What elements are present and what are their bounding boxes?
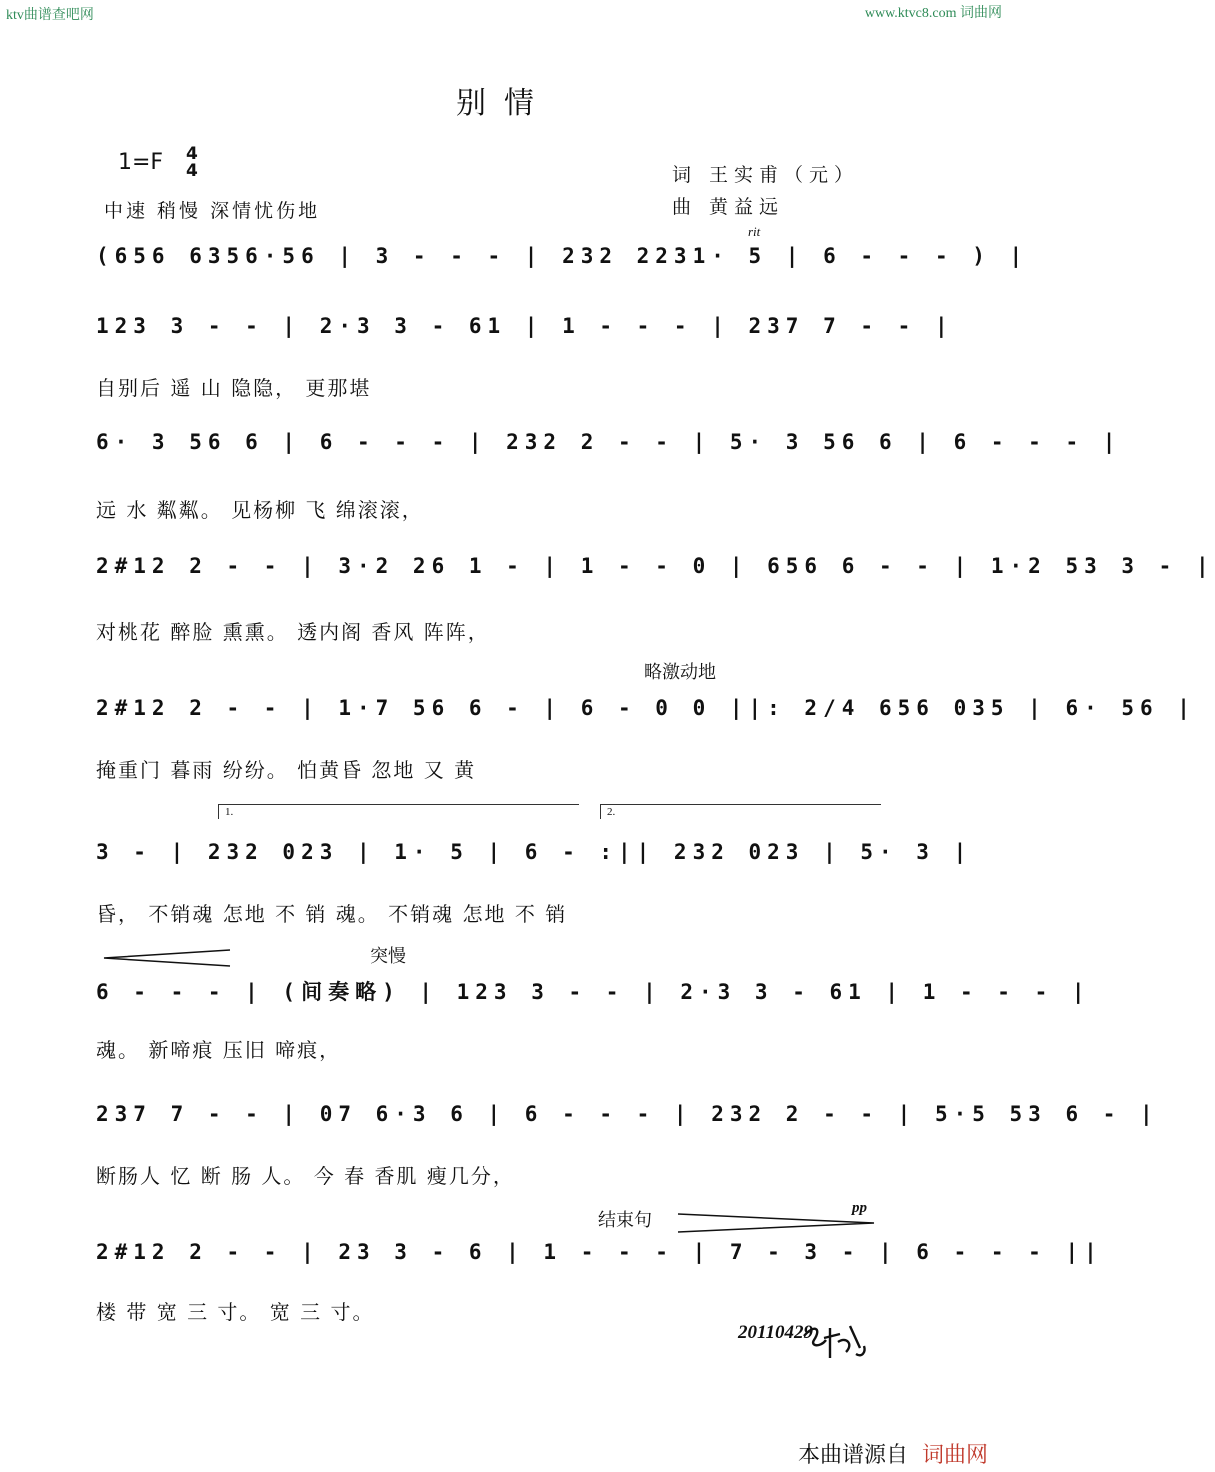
volta-second-label: 2. bbox=[607, 806, 616, 818]
tempo-marking: 中速 稍慢 深情忧伤地 bbox=[104, 200, 321, 222]
lyric-line-6: 昏， 不销魂 怎地 不 销 魂。 不销魂 怎地 不 销 bbox=[96, 902, 568, 926]
watermark-right: www.ktvc8.com 词曲网 bbox=[864, 6, 1002, 21]
ending-marking: 结束句 bbox=[598, 1210, 652, 1231]
footer-source bbox=[798, 1438, 988, 1469]
meter-bottom: 4 bbox=[186, 161, 198, 181]
notation-line-1: (656 6356·56 | 3 - - - | 232 2231· 5 | 6 - - - ) | bbox=[96, 244, 1029, 268]
lyric-line-3: 远 水 粼粼。 见杨柳 飞 绵滚滚， bbox=[96, 498, 424, 522]
sudden-slow-marking: 突慢 bbox=[370, 946, 406, 967]
lyric-line-9: 楼 带 宽 三 寸。 宽 三 寸。 bbox=[96, 1300, 375, 1324]
notation-line-3: 6· 3 56 6 | 6 - - - | 232 2 - - | 5· 3 56 6 | 6 - - - | bbox=[96, 430, 1122, 454]
notation-line-5: 2#12 2 - - | 1·7 56 6 - | 6 - 0 0 ||: 2/4 656 035 | 6· 56 | bbox=[96, 696, 1196, 720]
excited-marking: 略激动地 bbox=[644, 662, 716, 683]
notation-line-9: 2#12 2 - - | 23 3 - 6 | 1 - - - | 7 - 3 - | 6 - - - || bbox=[96, 1240, 1103, 1264]
notation-line-6: 3 - | 232 023 | 1· 5 | 6 - :|| 232 023 | 5· 3 | bbox=[96, 840, 973, 864]
meter-top: 4 bbox=[186, 144, 198, 164]
composer-credit: 曲 黄益远 bbox=[672, 196, 785, 218]
footer-site-link[interactable]: 词曲网 bbox=[921, 1443, 988, 1468]
rit-mark: rit bbox=[748, 224, 761, 239]
lyric-line-2: 自别后 遥 山 隐隐， 更那堪 bbox=[96, 376, 372, 400]
lyric-line-8: 断肠人 忆 断 肠 人。 今 春 香肌 瘦几分， bbox=[96, 1164, 515, 1188]
notation-line-7: 6 - - - | (间奏略) | 123 3 - - | 2·3 3 - 61 | 1 - - - | bbox=[96, 980, 1091, 1004]
watermark-left: ktv曲谱查吧网 bbox=[6, 8, 94, 23]
volta-first-label: 1. bbox=[225, 806, 234, 818]
pp-dynamic: pp bbox=[852, 1200, 867, 1216]
lyricist-credit: 词 王实甫（元） bbox=[672, 164, 860, 186]
diminuendo-hairpin bbox=[102, 948, 232, 968]
song-title: 别情 bbox=[456, 86, 552, 121]
notation-line-4: 2#12 2 - - | 3·2 26 1 - | 1 - - 0 | 656 6 - - | 1·2 53 3 - | bbox=[96, 554, 1215, 578]
lyric-line-7: 魂。 新啼痕 压旧 啼痕， bbox=[96, 1038, 342, 1062]
lyric-line-4: 对桃花 醉脸 熏熏。 透内阁 香风 阵阵， bbox=[96, 620, 490, 644]
time-signature bbox=[186, 146, 198, 180]
volta-second bbox=[600, 804, 881, 819]
footer-source-text: 本曲谱源自 bbox=[797, 1443, 908, 1468]
notation-line-8: 237 7 - - | 07 6·3 6 | 6 - - - | 232 2 - - | 5·5 53 6 - | bbox=[96, 1102, 1159, 1126]
notation-line-2: 123 3 - - | 2·3 3 - 61 | 1 - - - | 237 7 - - | bbox=[96, 314, 954, 338]
lyric-line-5: 掩重门 暮雨 纷纷。 怕黄昏 忽地 又 黄 bbox=[96, 758, 477, 782]
key-signature: 1=F bbox=[118, 150, 164, 175]
crescendo-hairpin bbox=[676, 1212, 876, 1234]
volta-first bbox=[218, 804, 579, 819]
date-signature: 20110429 bbox=[738, 1322, 813, 1343]
